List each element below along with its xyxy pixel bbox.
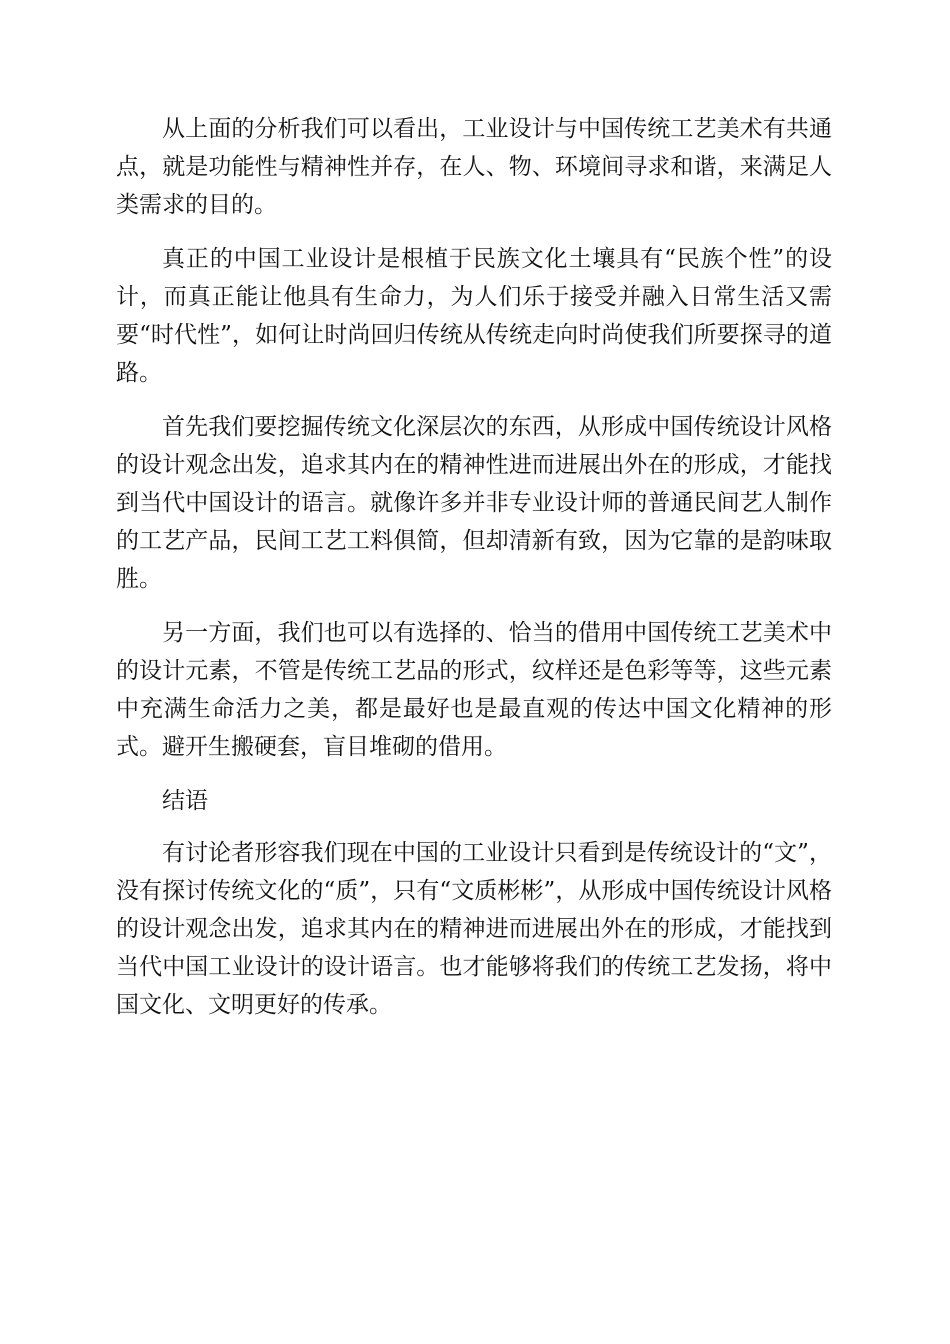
document-page — [116, 110, 832, 1040]
conclusion-heading: 结语 — [162, 788, 208, 814]
paragraph-4: 另一方面，我们也可以有选择的、恰当的借用中国传统工艺美术中的设计元素，不管是传统工艺品的形式，纹样还是色彩等等，这些元素中充满生命活力之美，都是最好也是最直观的传达中国文化精神的形式。避开生搬硬套，盲目堆砌的借用。 — [116, 620, 832, 760]
paragraph-2: 真正的中国工业设计是根植于民族文化土壤具有“民族个性”的设计，而真正能让他具有生命力，为人们乐于接受并融入日常生活又需要“时代性”，如何让时尚回归传统从传统走向时尚使我们所要探寻的道路。 — [116, 246, 832, 386]
paragraph-3: 首先我们要挖掘传统文化深层次的东西，从形成中国传统设计风格的设计观念出发，追求其内在的精神性进而进展出外在的形成，才能找到当代中国设计的语言。就像许多并非专业设计师的普通民间艺人制作的工艺产品，民间工艺工料俱简，但却清新有致，因为它靠的是韵味取胜。 — [116, 414, 832, 592]
conclusion-paragraph: 有讨论者形容我们现在中国的工业设计只看到是传统设计的“文”，没有探讨传统文化的“质”，只有“文质彬彬”，从形成中国传统设计风格的设计观念出发，追求其内在的精神进而进展出外在的形成，才能找到当代中国工业设计的设计语言。也才能够将我们的传统工艺发扬，将中国文化、文明更好的传承。 — [116, 840, 832, 1018]
paragraph-1: 从上面的分析我们可以看出，工业设计与中国传统工艺美术有共通点，就是功能性与精神性并存，在人、物、环境间寻求和谐，来满足人类需求的目的。 — [116, 116, 832, 218]
